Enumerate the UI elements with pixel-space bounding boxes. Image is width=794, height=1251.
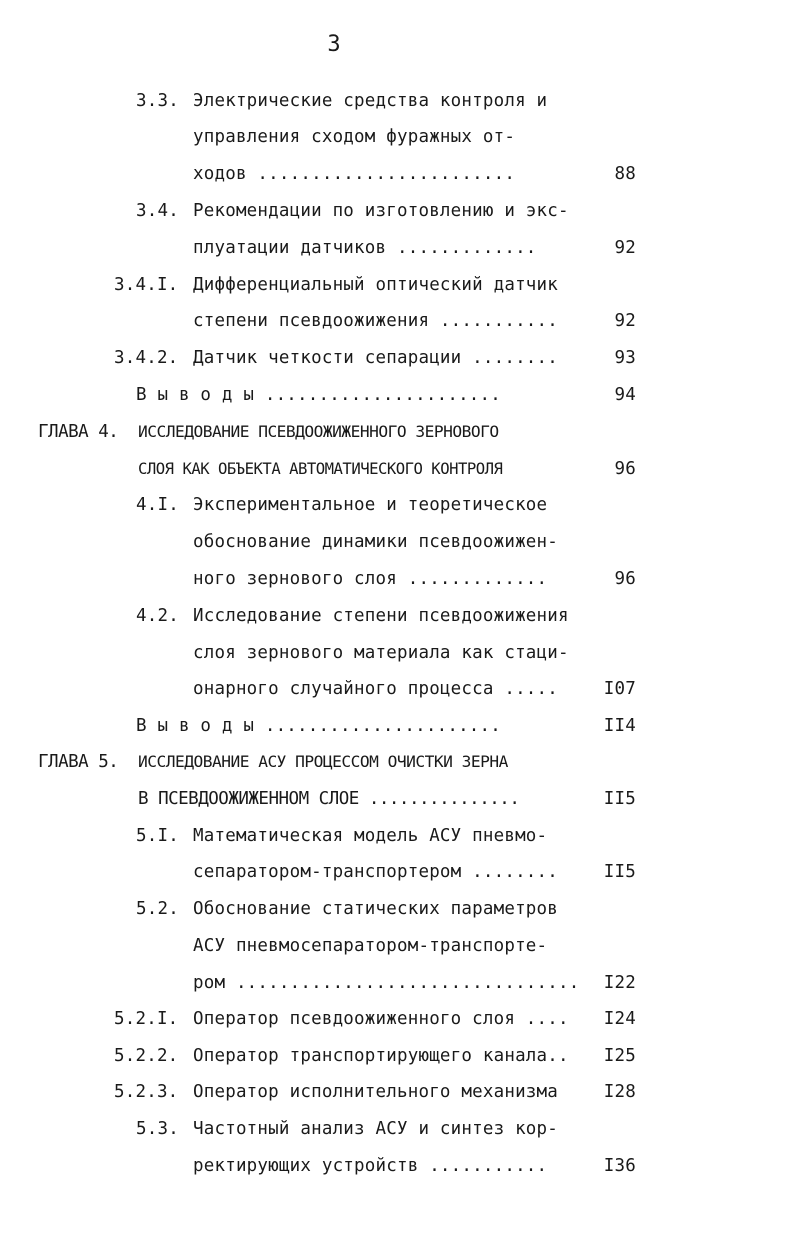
entry-page: I24 xyxy=(603,1009,636,1029)
entry-page: I28 xyxy=(603,1082,636,1102)
entry-number: 4.I. xyxy=(136,495,179,515)
entry-title: ром ................................ xyxy=(193,973,580,993)
entry-title: Исследование степени псевдоожижения xyxy=(193,606,569,626)
entry-page: I07 xyxy=(603,679,636,699)
entry-number: 5.3. xyxy=(136,1119,179,1139)
entry-title: сепаратором-транспортером ........ xyxy=(193,862,559,882)
entry-title: онарного случайного процесса ..... xyxy=(193,679,559,699)
entry-number: 5.2. xyxy=(136,899,179,919)
chapter-title: В ПСЕВДООЖИЖЕННОМ СЛОЕ ............... xyxy=(138,789,520,809)
entry-page: 93 xyxy=(614,348,636,368)
entry-title: ректирующих устройств ........... xyxy=(193,1156,548,1176)
entry-number: 5.2.I. xyxy=(114,1009,179,1029)
entry-title: Датчик четкости сепарации ........ xyxy=(193,348,559,368)
entry-title: управления сходом фуражных от- xyxy=(193,127,516,147)
entry-title: ного зернового слоя ............. xyxy=(193,569,548,589)
entry-number: 4.2. xyxy=(136,606,179,626)
entry-title: Математическая модель АСУ пневмо- xyxy=(193,826,548,846)
entry-title: обоснование динамики псевдоожижен- xyxy=(193,532,559,552)
entry-page: 88 xyxy=(614,164,636,184)
entry-number: 5.2.3. xyxy=(114,1082,179,1102)
chapter-title: ИССЛЕДОВАНИЕ ПСЕВДООЖИЖЕННОГО ЗЕРНОВОГО xyxy=(138,422,499,441)
entry-page: I25 xyxy=(603,1046,636,1066)
entry-title: В ы в о д ы ...................... xyxy=(136,385,502,405)
entry-title: Экспериментальное и теоретическое xyxy=(193,495,548,515)
entry-page: 92 xyxy=(614,238,636,258)
entry-title: плуатации датчиков ............. xyxy=(193,238,537,258)
entry-number: 5.I. xyxy=(136,826,179,846)
entry-title: В ы в о д ы ...................... xyxy=(136,716,502,736)
entry-title: Оператор исполнительного механизма xyxy=(193,1082,559,1102)
chapter-number: ГЛАВА 4. xyxy=(38,422,119,442)
entry-title: Обоснование статических параметров xyxy=(193,899,559,919)
chapter-title: ИССЛЕДОВАНИЕ АСУ ПРОЦЕССОМ ОЧИСТКИ ЗЕРНА xyxy=(138,752,508,771)
entry-title: Электрические средства контроля и xyxy=(193,91,548,111)
page-number: 3 xyxy=(327,32,341,57)
chapter-title: СЛОЯ КАК ОБЪЕКТА АВТОМАТИЧЕСКОГО КОНТРОЛЯ xyxy=(138,460,503,478)
entry-title: Дифференциальный оптический датчик xyxy=(193,275,559,295)
entry-title: ходов ........................ xyxy=(193,164,516,184)
entry-title: АСУ пневмосепаратором-транспорте- xyxy=(193,936,548,956)
entry-number: 3.4. xyxy=(136,201,179,221)
entry-page: I36 xyxy=(603,1156,636,1176)
entry-page: II5 xyxy=(603,789,636,809)
entry-title: Рекомендации по изготовлению и экс- xyxy=(193,201,569,221)
entry-page: II4 xyxy=(603,716,636,736)
entry-number: 3.4.I. xyxy=(114,275,179,295)
entry-title: Оператор псевдоожиженного слоя .... xyxy=(193,1009,569,1029)
entry-title: слоя зернового материала как стаци- xyxy=(193,643,569,663)
entry-page: I22 xyxy=(603,973,636,993)
entry-page: 96 xyxy=(614,569,636,589)
entry-page: 96 xyxy=(614,459,636,479)
chapter-number: ГЛАВА 5. xyxy=(38,752,119,772)
entry-title: степени псевдоожижения ........... xyxy=(193,311,559,331)
entry-page: II5 xyxy=(603,862,636,882)
entry-title: Оператор транспортирующего канала.. xyxy=(193,1046,569,1066)
entry-page: 92 xyxy=(614,311,636,331)
entry-page: 94 xyxy=(614,385,636,405)
entry-title: Частотный анализ АСУ и синтез кор- xyxy=(193,1119,559,1139)
entry-number: 5.2.2. xyxy=(114,1046,179,1066)
entry-number: 3.4.2. xyxy=(114,348,179,368)
entry-number: 3.3. xyxy=(136,91,179,111)
